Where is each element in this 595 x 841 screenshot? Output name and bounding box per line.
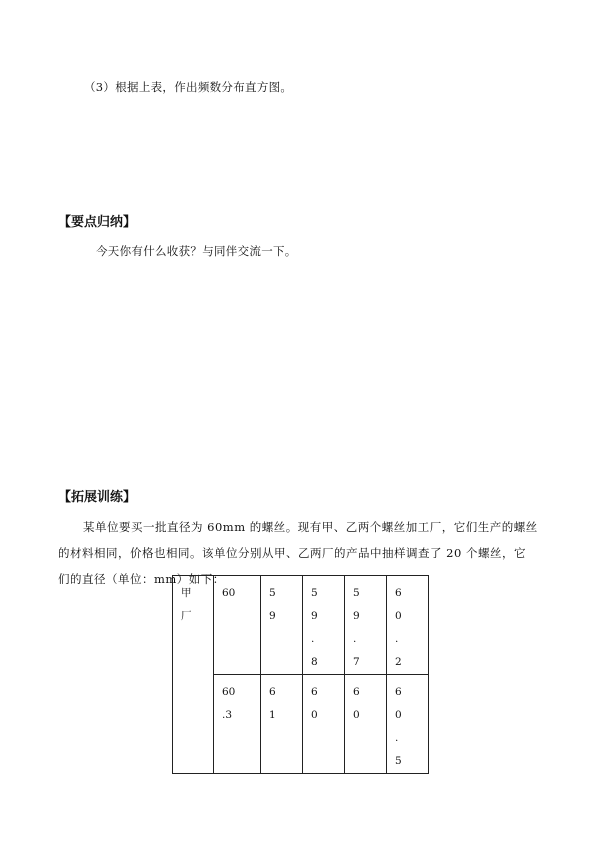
cell-char: .	[353, 633, 357, 645]
cell-char: 9	[269, 610, 276, 622]
table-cell	[387, 576, 429, 675]
question-3-text: （3）根据上表，作出频数分布直方图。	[84, 80, 293, 94]
summary-heading: 【要点归纳】	[58, 215, 137, 230]
cell-char: 1	[269, 709, 276, 721]
cell-char: 0	[395, 709, 402, 721]
screw-diameter-table	[172, 575, 429, 774]
cell-char: 6	[353, 686, 360, 698]
table-cell	[303, 675, 345, 774]
cell-char: 7	[353, 656, 360, 668]
cell-char: 9	[311, 610, 318, 622]
cell-char: 6	[395, 686, 402, 698]
factory-label-char: 厂	[181, 610, 192, 622]
table-cell	[261, 576, 303, 675]
cell-char: 5	[395, 755, 402, 767]
cell-char: 2	[395, 656, 402, 668]
paragraph-line-1: 某单位要买一批直径为 60mm 的螺丝。现有甲、乙两个螺丝加工厂，它们生产的螺丝	[83, 520, 538, 534]
cell-char: .	[395, 732, 399, 744]
table-cell	[387, 675, 429, 774]
table-cell	[303, 576, 345, 675]
cell-char: .	[395, 633, 399, 645]
cell-char: 5	[269, 587, 276, 599]
extension-heading: 【拓展训练】	[58, 490, 137, 505]
table-cell	[345, 675, 387, 774]
paragraph-line-3: 们的直径（单位：mm）如下：	[58, 572, 225, 586]
cell-char: 8	[311, 656, 318, 668]
table-row	[173, 576, 429, 675]
summary-prompt: 今天你有什么收获？与同伴交流一下。	[96, 244, 297, 258]
cell-char: 6	[395, 587, 402, 599]
cell-char: 5	[311, 587, 318, 599]
cell-char: 5	[353, 587, 360, 599]
cell-char: 6	[269, 686, 276, 698]
cell-char: 0	[311, 709, 318, 721]
table-cell	[214, 675, 261, 774]
table-cell	[345, 576, 387, 675]
cell-char: 0	[395, 610, 402, 622]
cell-char: 6	[311, 686, 318, 698]
paragraph-line-2: 的材料相同，价格也相同。该单位分别从甲、乙两厂的产品中抽样调查了 20 个螺丝，它	[58, 546, 526, 560]
cell-char: .3	[222, 709, 233, 721]
cell-char: 0	[353, 709, 360, 721]
table-cell	[214, 576, 261, 675]
table-cell	[261, 675, 303, 774]
cell-char: 60	[222, 686, 236, 698]
factory-label-cell	[173, 576, 214, 774]
cell-char: 60	[222, 587, 236, 599]
factory-label-char: 甲	[181, 587, 192, 599]
cell-char: .	[311, 633, 315, 645]
cell-char: 9	[353, 610, 360, 622]
